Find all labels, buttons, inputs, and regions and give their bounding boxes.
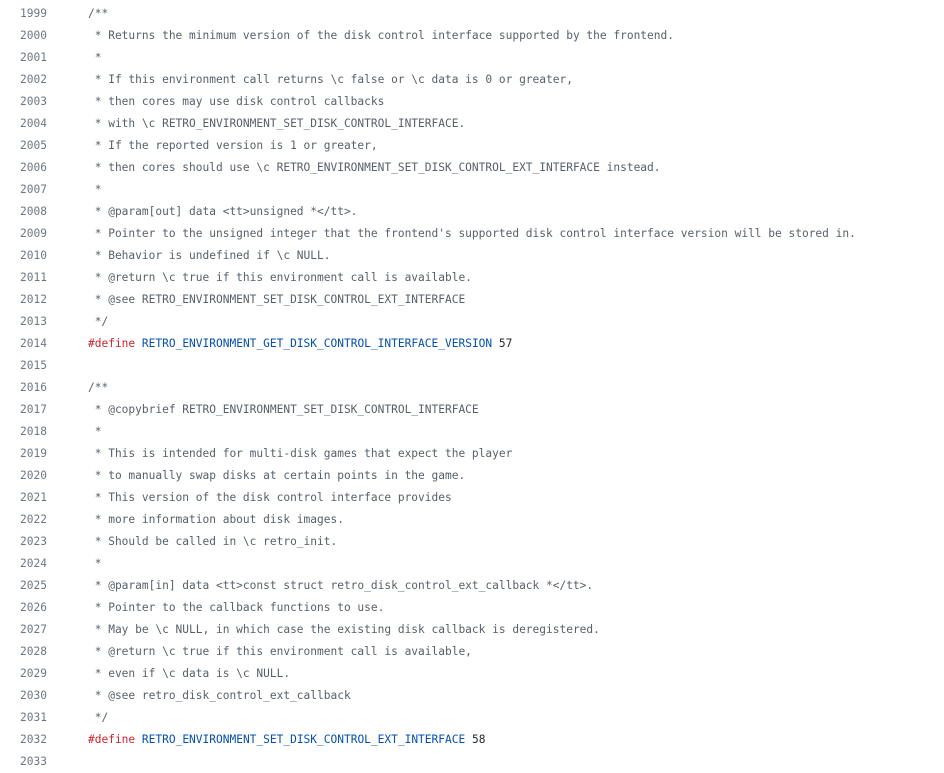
code-text xyxy=(88,707,108,729)
code-line xyxy=(0,25,944,47)
code-text xyxy=(88,333,512,355)
preprocessor-keyword: #define xyxy=(88,337,136,350)
code-line xyxy=(0,399,944,421)
line-number[interactable]: 2009 xyxy=(20,227,47,240)
line-number[interactable]: 2007 xyxy=(20,183,47,196)
code-comment: * then cores may use disk control callbacks xyxy=(88,95,385,108)
line-number[interactable]: 2023 xyxy=(20,535,47,548)
line-number[interactable]: 2028 xyxy=(20,645,47,658)
code-text xyxy=(88,487,452,509)
line-number[interactable]: 2030 xyxy=(20,689,47,702)
code-text xyxy=(88,729,485,751)
code-text xyxy=(88,443,512,465)
code-comment: * with \c RETRO_ENVIRONMENT_SET_DISK_CONTROL_INTERFACE. xyxy=(88,117,466,130)
line-number[interactable]: 2000 xyxy=(20,29,47,42)
line-number[interactable]: 2027 xyxy=(20,623,47,636)
code-comment: * Should be called in \c retro_init. xyxy=(88,535,338,548)
line-number[interactable]: 2022 xyxy=(20,513,47,526)
line-number[interactable]: 2017 xyxy=(20,403,47,416)
line-number[interactable]: 2018 xyxy=(20,425,47,438)
code-line xyxy=(0,377,944,399)
line-number[interactable]: 1999 xyxy=(20,7,47,20)
code-comment: * then cores should use \c RETRO_ENVIRONMENT_SET_DISK_CONTROL_EXT_INTERFACE instead. xyxy=(88,161,661,174)
line-number[interactable]: 2020 xyxy=(20,469,47,482)
code-comment: /** xyxy=(88,7,109,20)
code-line xyxy=(0,465,944,487)
code-text xyxy=(88,663,290,685)
line-number[interactable]: 2003 xyxy=(20,95,47,108)
code-text xyxy=(88,311,108,333)
code-text xyxy=(88,531,337,553)
code-comment: * Returns the minimum version of the disk control interface supported by the frontend. xyxy=(88,29,674,42)
code-comment: * @see retro_disk_control_ext_callback xyxy=(88,689,351,702)
code-line xyxy=(0,597,944,619)
code-text xyxy=(88,289,465,311)
code-comment: * @return \c true if this environment call is available, xyxy=(88,645,472,658)
code-comment: * xyxy=(88,557,102,570)
line-number[interactable]: 2025 xyxy=(20,579,47,592)
code-comment: * If the reported version is 1 or greater, xyxy=(88,139,378,152)
code-line xyxy=(0,3,944,25)
line-number[interactable]: 2012 xyxy=(20,293,47,306)
macro-value: 58 xyxy=(471,733,486,746)
code-line xyxy=(0,707,944,729)
code-comment: * xyxy=(88,51,102,64)
macro-name: RETRO_ENVIRONMENT_GET_DISK_CONTROL_INTERFACE_VERSION xyxy=(141,337,493,350)
code-comment: * @param[in] data <tt>const struct retro_disk_control_ext_callback *</tt>. xyxy=(88,579,594,592)
code-comment: * If this environment call returns \c false or \c data is 0 or greater, xyxy=(88,73,573,86)
line-number[interactable]: 2021 xyxy=(20,491,47,504)
code-line xyxy=(0,47,944,69)
code-line xyxy=(0,509,944,531)
code-text xyxy=(88,245,330,267)
code-viewer xyxy=(0,3,944,773)
code-text xyxy=(88,69,573,91)
code-line xyxy=(0,267,944,289)
code-whitespace xyxy=(135,733,142,746)
code-text xyxy=(88,685,351,707)
code-text xyxy=(88,3,108,25)
code-line xyxy=(0,311,944,333)
line-number[interactable]: 2001 xyxy=(20,51,47,64)
code-line xyxy=(0,245,944,267)
code-text xyxy=(88,135,378,157)
line-number[interactable]: 2004 xyxy=(20,117,47,130)
code-text xyxy=(88,91,384,113)
code-comment: * @param[out] data <tt>unsigned *</tt>. xyxy=(88,205,358,218)
code-text xyxy=(88,47,101,69)
code-text xyxy=(88,201,357,223)
code-line xyxy=(0,751,944,773)
code-comment: * to manually swap disks at certain points in the game. xyxy=(88,469,466,482)
code-line xyxy=(0,355,944,377)
code-line xyxy=(0,333,944,355)
code-text xyxy=(88,509,344,531)
code-comment: * xyxy=(88,425,102,438)
code-line xyxy=(0,531,944,553)
code-text xyxy=(88,575,593,597)
line-number[interactable]: 2002 xyxy=(20,73,47,86)
code-line xyxy=(0,223,944,245)
code-line xyxy=(0,289,944,311)
line-number[interactable]: 2010 xyxy=(20,249,47,262)
code-whitespace xyxy=(492,337,499,350)
code-line xyxy=(0,729,944,751)
line-number[interactable]: 2031 xyxy=(20,711,47,724)
code-text xyxy=(88,267,472,289)
code-comment: /** xyxy=(88,381,109,394)
code-line xyxy=(0,619,944,641)
code-text xyxy=(88,421,101,443)
code-text xyxy=(88,223,856,245)
code-text xyxy=(88,553,101,575)
code-comment: * Pointer to the unsigned integer that the frontend's supported disk control interface version will be stored in. xyxy=(88,227,856,240)
code-comment: * Behavior is undefined if \c NULL. xyxy=(88,249,331,262)
code-line xyxy=(0,135,944,157)
code-comment: * @copybrief RETRO_ENVIRONMENT_SET_DISK_CONTROL_INTERFACE xyxy=(88,403,479,416)
code-comment: * even if \c data is \c NULL. xyxy=(88,667,291,680)
code-line xyxy=(0,201,944,223)
code-line xyxy=(0,443,944,465)
line-number[interactable]: 2014 xyxy=(20,337,47,350)
code-text xyxy=(88,25,674,47)
line-number[interactable]: 2026 xyxy=(20,601,47,614)
line-number[interactable]: 2005 xyxy=(20,139,47,152)
line-number[interactable]: 2006 xyxy=(20,161,47,174)
code-line xyxy=(0,663,944,685)
code-comment: * Pointer to the callback functions to use. xyxy=(88,601,385,614)
code-comment: * May be \c NULL, in which case the existing disk callback is deregistered. xyxy=(88,623,600,636)
code-whitespace xyxy=(465,733,472,746)
code-text xyxy=(88,465,465,487)
code-line xyxy=(0,421,944,443)
line-number[interactable]: 2024 xyxy=(20,557,47,570)
code-text xyxy=(88,399,479,421)
code-whitespace xyxy=(135,337,142,350)
code-line xyxy=(0,69,944,91)
code-line xyxy=(0,553,944,575)
line-number[interactable]: 2011 xyxy=(20,271,47,284)
code-line xyxy=(0,575,944,597)
line-number[interactable]: 2016 xyxy=(20,381,47,394)
code-comment: * @return \c true if this environment call is available. xyxy=(88,271,472,284)
macro-value: 57 xyxy=(498,337,513,350)
preprocessor-keyword: #define xyxy=(88,733,136,746)
line-number[interactable]: 2019 xyxy=(20,447,47,460)
line-number[interactable]: 2013 xyxy=(20,315,47,328)
code-line xyxy=(0,179,944,201)
code-line xyxy=(0,487,944,509)
code-line xyxy=(0,641,944,663)
line-number[interactable]: 2033 xyxy=(20,755,47,768)
code-line xyxy=(0,157,944,179)
line-number[interactable]: 2032 xyxy=(20,733,47,746)
code-line xyxy=(0,113,944,135)
code-comment: * more information about disk images. xyxy=(88,513,344,526)
code-comment: * @see RETRO_ENVIRONMENT_SET_DISK_CONTROL_EXT_INTERFACE xyxy=(88,293,466,306)
code-text xyxy=(88,157,661,179)
code-text xyxy=(88,377,108,399)
macro-name: RETRO_ENVIRONMENT_SET_DISK_CONTROL_EXT_INTERFACE xyxy=(141,733,466,746)
code-comment: */ xyxy=(88,711,109,724)
code-text xyxy=(88,641,472,663)
code-comment: */ xyxy=(88,315,109,328)
code-line xyxy=(0,91,944,113)
code-comment: * This version of the disk control interface provides xyxy=(88,491,452,504)
line-number[interactable]: 2008 xyxy=(20,205,47,218)
line-number[interactable]: 2015 xyxy=(20,359,47,372)
code-text xyxy=(88,619,600,641)
code-text xyxy=(88,113,465,135)
code-line xyxy=(0,685,944,707)
code-text xyxy=(88,597,384,619)
code-text xyxy=(88,179,101,201)
line-number[interactable]: 2029 xyxy=(20,667,47,680)
code-comment: * xyxy=(88,183,102,196)
code-comment: * This is intended for multi-disk games that expect the player xyxy=(88,447,513,460)
